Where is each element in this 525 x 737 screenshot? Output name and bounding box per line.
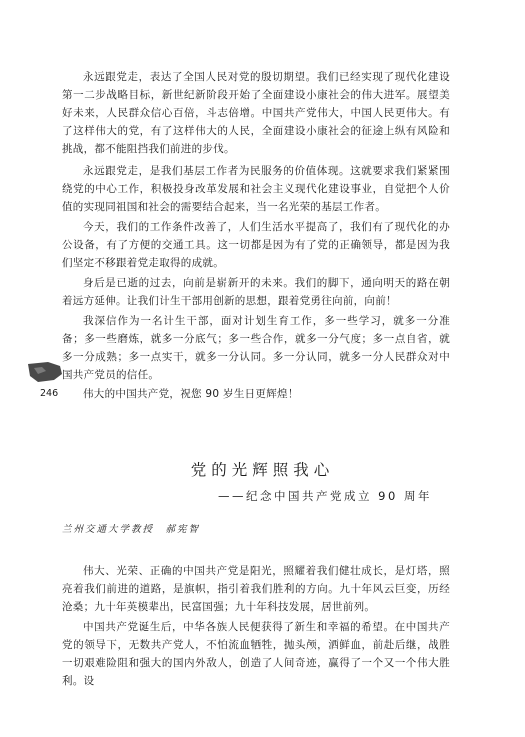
body-paragraph: 今天，我们的工作条件改善了，人们生活水平提高了，我们有了现代化的办公设备，有了方便的交通工具。这一切都是因为有了党的正确领导，都是因为我们坚定不移跟着党走取得的成就。 [62,221,450,269]
body-paragraph: 永远跟党走，表达了全国人民对党的殷切期望。我们已经实现了现代化建设第一二步战略目标，新世纪新阶段开始了全面建设小康社会的伟大进军。展望美好未来，人民群众信心百倍，斗志倍增。中国共产党伟大，中国人民更伟大。有了这样伟大的党，有了这样伟大的人民，全面建设小康社会的征途上纵有风险和挑战，都不能阻挡我们前进的步伐。 [62,71,450,155]
body-paragraph: 我深信作为一名计生干部，面对计划生育工作，多一些学习，就多一分准备；多一些磨炼，就多一分底气；多一些合作，就多一分气度；多一点自省，就多一分成熟；多一点实干，就多一分认同。多一分认同，就多一分人民群众对中国共产党员的信任。 [62,315,450,381]
article-subtitle: ——纪念中国共产党成立 90 周年 [218,489,432,503]
body-paragraph: 伟大、光荣、正确的中国共产党是阳光，照耀着我们健壮成长，是灯塔，照亮着我们前进的道路，是旗帜，指引着我们胜利的方向。九十年风云巨变，历经沧桑；九十年英模辈出，民富国强；九十年科技发展，居世前列。 [62,565,450,613]
body-paragraph: 永远跟党走，是我们基层工作者为民服务的价值体现。这就要求我们紧紧围绕党的中心工作，积极投身改革发展和社会主义现代化建设事业，自觉把个人价值的实现同祖国和社会的需要结合起来，当一名光荣的基层工作者。 [62,165,450,213]
body-paragraph: 中国共产党诞生后，中华各族人民便获得了新生和幸福的希望。在中国共产党的领导下，无数共产党人，不怕流血牺牲，抛头颅，洒鲜血，前赴后继，战胜一切艰难险阻和强大的国内外敌人，创造了人间奇迹，赢得了一个又一个伟大胜利。设 [62,621,450,687]
body-paragraph: 身后是已逝的过去，向前是崭新开的未来。我们的脚下，通向明天的路在朝着远方延伸。让我们计生干部用创新的思想，跟着党勇往向前，向前！ [62,277,450,307]
article-author: 兰州交通大学教授 郝宪智 [62,524,201,535]
page-corner-tab-icon [28,362,62,382]
page-number: 246 [40,388,59,399]
article-title: 党的光辉照我心 [190,461,335,479]
body-paragraph: 伟大的中国共产党，祝您 90 岁生日更辉煌！ [83,388,299,400]
